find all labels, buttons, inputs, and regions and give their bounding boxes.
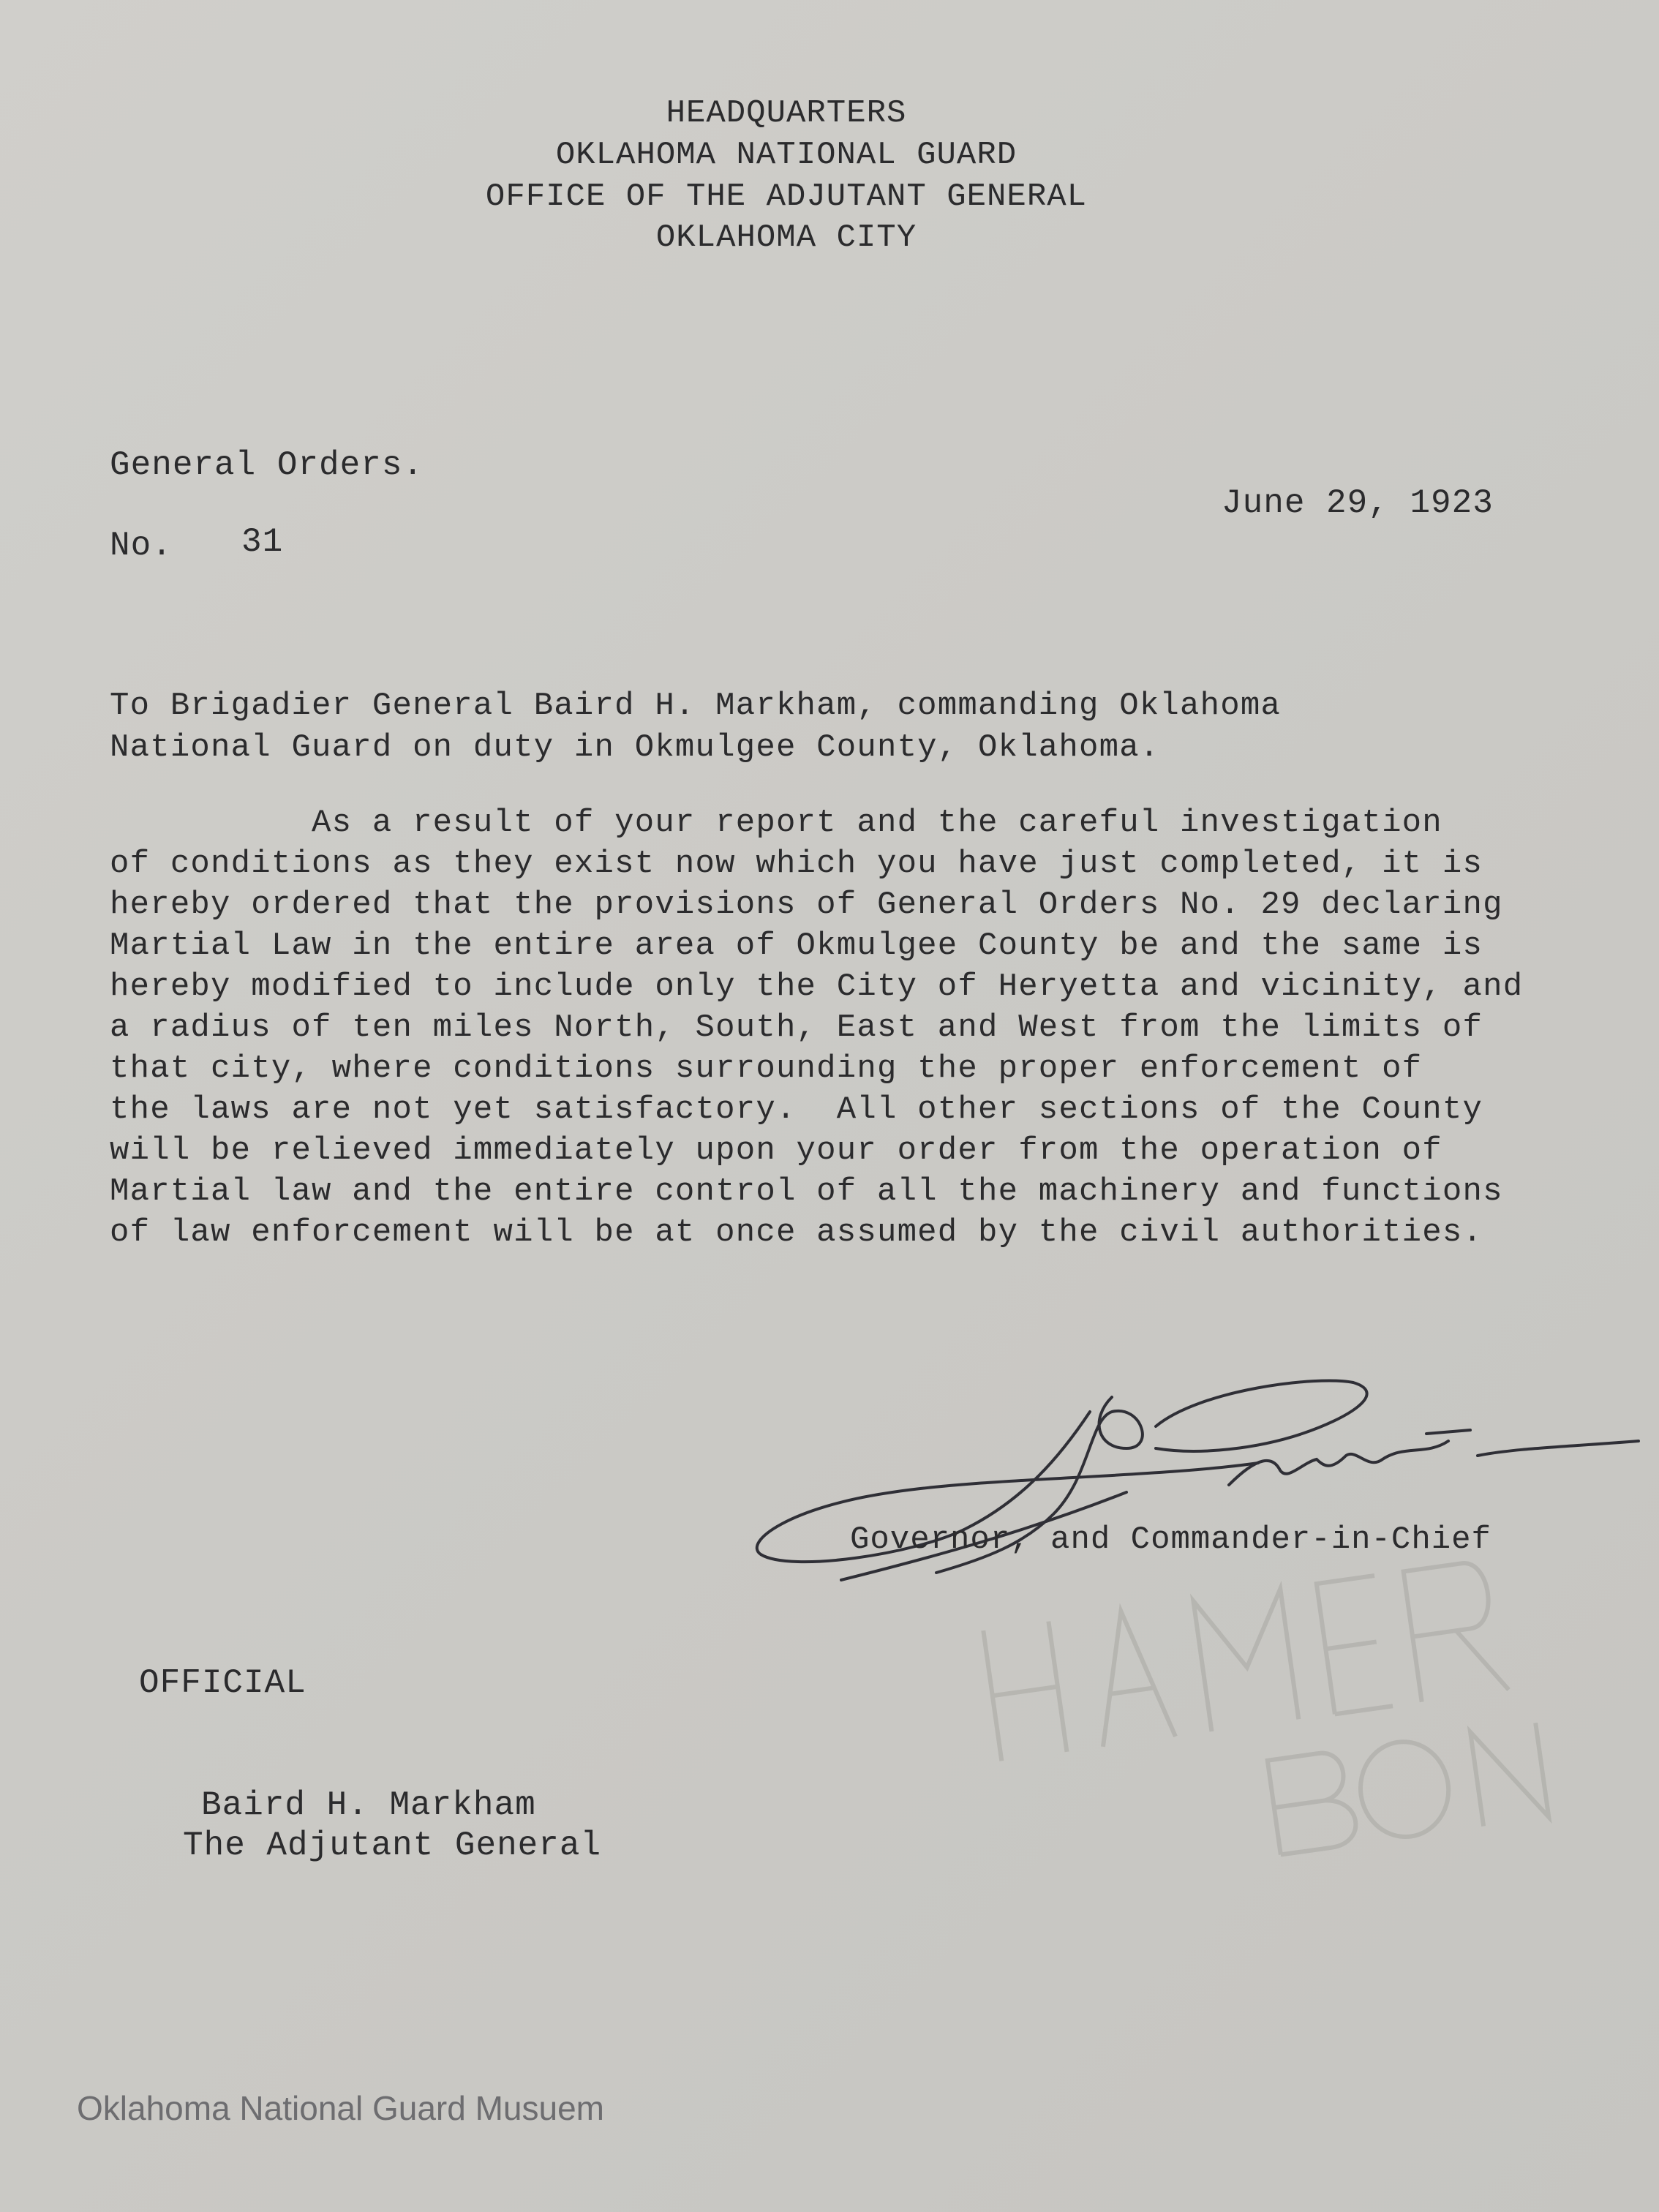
header-line-3: OFFICE OF THE ADJUTANT GENERAL bbox=[485, 178, 1088, 215]
governor-title: Governor, and Commander-in-Chief bbox=[850, 1521, 1491, 1558]
body-line: of conditions as they exist now which you have just completed, it is bbox=[110, 846, 1483, 882]
body-line: that city, where conditions surrounding the proper enforcement of bbox=[110, 1050, 1423, 1087]
body-line: the laws are not yet satisfactory. All other sections of the County bbox=[110, 1091, 1483, 1128]
order-number-label: No. bbox=[110, 527, 173, 565]
body-line: Martial law and the entire control of all the machinery and functions bbox=[110, 1173, 1503, 1210]
addressee-line-1: To Brigadier General Baird H. Markham, commanding Oklahoma bbox=[110, 688, 1282, 724]
general-orders-label: General Orders. bbox=[110, 446, 424, 484]
museum-credit: Oklahoma National Guard Musuem bbox=[77, 2089, 604, 2127]
header-line-4: OKLAHOMA CITY bbox=[655, 219, 917, 256]
body-line: hereby modified to include only the City of Heryetta and vicinity, and bbox=[110, 968, 1524, 1005]
order-date: June 29, 1923 bbox=[1222, 484, 1494, 522]
official-name: Baird H. Markham bbox=[201, 1786, 536, 1824]
body-line: will be relieved immediately upon your order from the operation of bbox=[110, 1132, 1442, 1169]
header-line-2: OKLAHOMA NATIONAL GUARD bbox=[555, 137, 1017, 173]
body-line: of law enforcement will be at once assumed by the civil authorities. bbox=[110, 1214, 1483, 1251]
body-line: a radius of ten miles North, South, East and West from the limits of bbox=[110, 1009, 1483, 1046]
official-title: The Adjutant General bbox=[183, 1827, 602, 1865]
official-label: OFFICIAL bbox=[139, 1664, 306, 1702]
order-number: 31 bbox=[241, 523, 284, 561]
body-line: hereby ordered that the provisions of General Orders No. 29 declaring bbox=[110, 887, 1503, 923]
header-line-1: HEADQUARTERS bbox=[666, 95, 907, 132]
addressee-line-2: National Guard on duty in Okmulgee County, Oklahoma. bbox=[110, 729, 1160, 766]
body-line: Martial Law in the entire area of Okmulgee County be and the same is bbox=[110, 928, 1483, 964]
body-line: As a result of your report and the careful investigation bbox=[110, 805, 1442, 841]
